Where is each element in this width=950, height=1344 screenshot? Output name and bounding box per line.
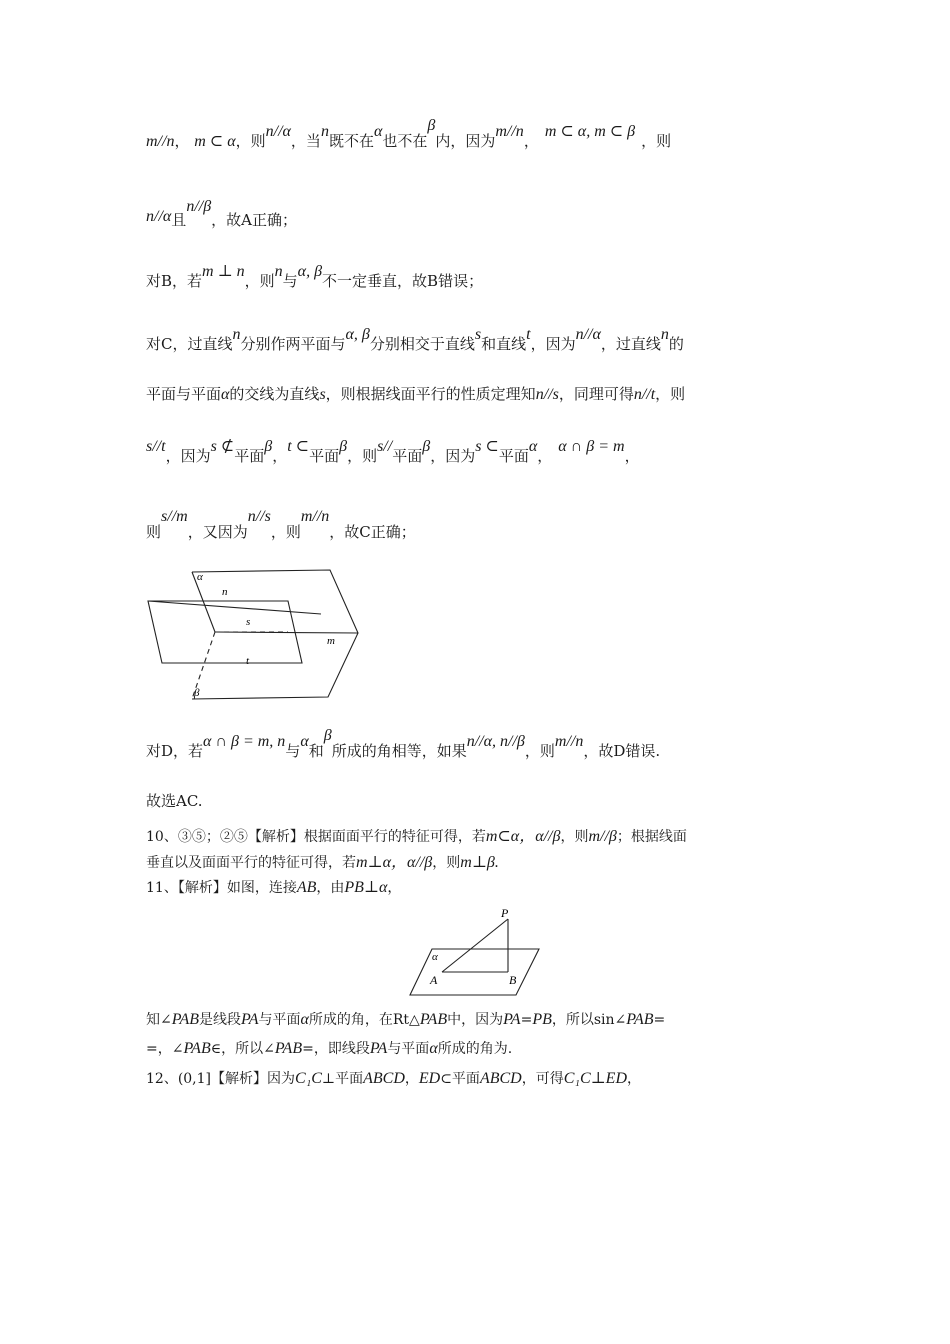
- text-p13-c: ∈，所以∠: [210, 1041, 275, 1057]
- text-p5-d: s: [319, 386, 326, 403]
- text-p6-t: ，: [624, 447, 640, 465]
- answer-11-line-2: [146, 1009, 665, 1029]
- text-p1-h: 既不在: [328, 132, 374, 150]
- proof-line-2: [146, 198, 298, 229]
- text-p8-f: β: [323, 727, 332, 744]
- text-p10-a: 10、③⑤；②⑤【解析】根据面面平行的特征可得，若: [146, 829, 486, 845]
- text-p12-h: PAB: [419, 1011, 448, 1028]
- text-p1-g: n: [320, 123, 329, 140]
- text-p6-l: 平面: [392, 447, 423, 465]
- text-p7-e: ，则: [270, 523, 301, 541]
- label-alpha: α: [197, 571, 203, 583]
- text-p8-i: ，则: [524, 742, 555, 760]
- text-p5-c: 的交线为直线: [229, 385, 320, 403]
- planes-figure: [145, 568, 375, 703]
- text-p12-o: =: [653, 1012, 666, 1028]
- text-p2-c: n//β: [186, 198, 212, 215]
- text-p6-m: β: [422, 438, 431, 455]
- label-beta: β: [194, 687, 200, 699]
- text-p4-c: 分别作两平面与: [240, 335, 346, 353]
- text-p6-s: α ∩ β = m: [558, 438, 625, 455]
- text-p3-b: m ⊥ n: [202, 263, 245, 280]
- text-p14-k: ，: [627, 1071, 641, 1087]
- text-p10-h: ，则: [432, 855, 461, 871]
- text-p1-i: α: [373, 123, 383, 140]
- text-p3-c: ，则: [244, 272, 275, 290]
- text-p13-d: PAB: [274, 1040, 303, 1057]
- text-p13-b: PAB: [183, 1040, 211, 1057]
- text-p2-a: n//α: [146, 208, 172, 225]
- text-p12-m: ，所以sin∠: [551, 1012, 627, 1028]
- text-p10-c: ，则: [560, 829, 589, 845]
- text-p1-m: m//n: [495, 123, 524, 140]
- text-p6-e: β: [264, 438, 273, 455]
- text-p10-g: m⊥α，α//β: [356, 854, 433, 871]
- text-p7-c: ，又因为: [187, 523, 248, 541]
- text-p14-e: ，: [404, 1071, 419, 1087]
- text-p1-a: m//n: [146, 133, 175, 150]
- text-p12-b: PAB: [171, 1011, 199, 1028]
- text-p6-o: s ⊂: [475, 438, 499, 455]
- line-n: [148, 601, 321, 614]
- label-m: m: [327, 635, 335, 647]
- text-p11-c: ，由: [316, 880, 345, 896]
- text-p4-a: 对C，过直线: [146, 335, 233, 353]
- text-p3-d: n: [274, 263, 283, 280]
- text-p4-h: t: [526, 326, 531, 343]
- text-p10-i: m⊥β.: [460, 854, 499, 871]
- text-p6-d: 平面: [234, 447, 265, 465]
- text-p1-p: ，则: [641, 132, 672, 150]
- label-B: B: [509, 973, 517, 987]
- text-p4-m: 的: [668, 335, 684, 353]
- text-p2-d: ，故A正确；: [211, 211, 298, 229]
- text-p4-j: n//α: [575, 326, 601, 343]
- text-p1-n: ，: [523, 132, 539, 150]
- text-p8-k: ，故D错误.: [583, 742, 661, 760]
- text-p14-j: C₁C⊥ED: [563, 1070, 627, 1087]
- text-p4-l: n: [660, 326, 669, 343]
- text-p1-b: ，: [174, 132, 190, 150]
- text-p6-c: s ⊄: [210, 438, 235, 455]
- text-p1-f: ，当: [290, 132, 321, 150]
- text-p14-a: 12、(0,1]【解析】因为: [146, 1071, 296, 1087]
- text-p13-g: 与平面: [387, 1041, 430, 1057]
- text-p8-g: 所成的角相等，如果: [331, 742, 467, 760]
- label-t: t: [246, 655, 250, 667]
- text-p6-i: β: [339, 438, 348, 455]
- text-p7-b: s//m: [161, 508, 188, 525]
- text-p12-a: 知∠: [146, 1012, 172, 1028]
- pab-figure: [408, 907, 543, 997]
- text-p1-c: m ⊂ α: [194, 133, 236, 150]
- label-s: s: [246, 616, 251, 628]
- text-p6-n: ，因为: [430, 447, 476, 465]
- text-p3-e: 与: [282, 272, 298, 290]
- text-p6-h: 平面: [309, 447, 340, 465]
- text-p14-h: ABCD: [479, 1070, 522, 1087]
- text-p6-a: s//t: [146, 438, 166, 455]
- text-p5-e: ，则根据线面平行的性质定理知: [325, 385, 536, 403]
- text-p6-p: 平面: [498, 447, 529, 465]
- text-p5-b: α: [221, 386, 230, 403]
- text-p3-g: 不一定垂直，故B错误；: [322, 272, 484, 290]
- answer-12-line-1: [146, 1068, 641, 1088]
- text-p8-h: n//α, n//β: [466, 733, 525, 750]
- text-p12-e: 与平面: [258, 1012, 301, 1028]
- text-p12-l: PB: [532, 1011, 552, 1028]
- text-p7-a: 则: [146, 523, 162, 541]
- text-p14-f: ED: [418, 1070, 441, 1087]
- text-p10-e: ；根据线面: [616, 829, 687, 845]
- conclusion: 故选AC.: [146, 792, 203, 810]
- text-p6-k: s//: [377, 438, 393, 455]
- text-p14-i: ，可得: [521, 1071, 564, 1087]
- text-p12-c: 是线段: [199, 1012, 241, 1028]
- text-p7-g: ，故C正确；: [329, 523, 416, 541]
- text-p12-i: 中，因为: [447, 1012, 504, 1028]
- text-p6-b: ，因为: [165, 447, 211, 465]
- text-p7-d: n//s: [247, 508, 271, 525]
- text-p12-f: α: [300, 1011, 309, 1028]
- label-n: n: [222, 586, 228, 598]
- text-p4-g: 和直线: [481, 335, 527, 353]
- text-p1-o: m ⊂ α, m ⊂ β: [544, 123, 636, 140]
- text-p6-q: α: [528, 438, 538, 455]
- text-p8-a: 对D，若: [146, 742, 204, 760]
- text-p5-a: 平面与平面: [146, 385, 222, 403]
- text-p14-c: ⊥平面: [321, 1071, 364, 1087]
- label-P: P: [501, 907, 509, 920]
- text-p2-b: 且: [171, 211, 187, 229]
- text-p10-b: m⊂α，α//β: [485, 828, 561, 845]
- proof-line-4: [146, 326, 684, 354]
- answer-11-line-1: [146, 877, 401, 897]
- text-p5-h: n//t: [633, 386, 656, 403]
- text-p12-g: 所成的角，在Rt△: [308, 1012, 420, 1028]
- proof-line-7: [146, 508, 416, 542]
- text-p11-e: ，: [387, 880, 402, 896]
- text-p5-g: ，同理可得: [558, 385, 634, 403]
- answer-11-line-3: [146, 1038, 512, 1058]
- text-p12-n: PAB: [626, 1011, 654, 1028]
- proof-line-6: [146, 438, 640, 466]
- text-p1-j: 也不在: [382, 132, 428, 150]
- text-p1-l: 内，因为: [435, 132, 496, 150]
- text-p12-d: PA: [241, 1011, 259, 1028]
- text-p6-j: ，则: [347, 447, 378, 465]
- text-p13-i: 所成的角为.: [437, 1041, 513, 1057]
- text-p13-h: α: [429, 1040, 438, 1057]
- text-p10-d: m//β: [588, 828, 617, 845]
- text-p1-d: ，则: [235, 132, 266, 150]
- text-p8-e: 和: [308, 742, 324, 760]
- text-p11-d: PB⊥α: [344, 879, 388, 896]
- text-p4-i: ，因为: [530, 335, 576, 353]
- proof-line-3: [146, 263, 484, 291]
- plane-alpha-left: [192, 572, 215, 632]
- text-p14-d: ABCD: [363, 1070, 405, 1087]
- text-p12-j: PA: [503, 1011, 521, 1028]
- text-p8-c: 与: [285, 742, 301, 760]
- text-p6-f: ，: [272, 447, 288, 465]
- text-p4-b: n: [232, 326, 241, 343]
- text-p10-f: 垂直以及面面平行的特征可得，若: [146, 855, 356, 871]
- proof-line-5: [146, 383, 685, 404]
- text-p8-j: m//n: [554, 733, 584, 750]
- answer-10-line-2: [146, 849, 499, 872]
- text-p11-b: AB: [296, 879, 317, 896]
- text-p11-a: 11、【解析】如图，连接: [146, 880, 297, 896]
- text-p7-f: m//n: [300, 508, 330, 525]
- text-p3-a: 对B，若: [146, 272, 203, 290]
- text-p8-d: α: [300, 733, 309, 750]
- text-p13-e: =，即线段: [302, 1041, 370, 1057]
- text-p12-k: =: [520, 1012, 533, 1028]
- proof-line-1: [146, 117, 672, 151]
- text-p6-g: t ⊂: [287, 438, 310, 455]
- text-p8-b: α ∩ β = m, n: [203, 733, 286, 750]
- text-p3-f: α, β: [297, 263, 323, 280]
- label-alpha2: α: [432, 951, 438, 963]
- text-p5-i: ，则: [655, 385, 686, 403]
- text-p1-e: n//α: [265, 123, 291, 140]
- text-p4-f: s: [474, 326, 482, 343]
- text-p4-d: α, β: [345, 326, 370, 343]
- label-A: A: [430, 973, 438, 987]
- text-p13-a: =，∠: [146, 1041, 184, 1057]
- text-p13-f: PA: [369, 1040, 388, 1057]
- text-p6-r: ，: [537, 447, 553, 465]
- text-p5-f: n//s: [535, 386, 559, 403]
- proof-line-8: [146, 727, 661, 761]
- answer-10-line-1: [146, 823, 687, 846]
- segment-pa: [442, 919, 508, 972]
- text-p4-e: 分别相交于直线: [369, 335, 475, 353]
- text-p4-k: ，过直线: [600, 335, 661, 353]
- text-p1-k: β: [427, 117, 436, 134]
- text-p14-g: ⊂平面: [440, 1071, 480, 1087]
- text-p14-b: C₁C: [295, 1070, 322, 1087]
